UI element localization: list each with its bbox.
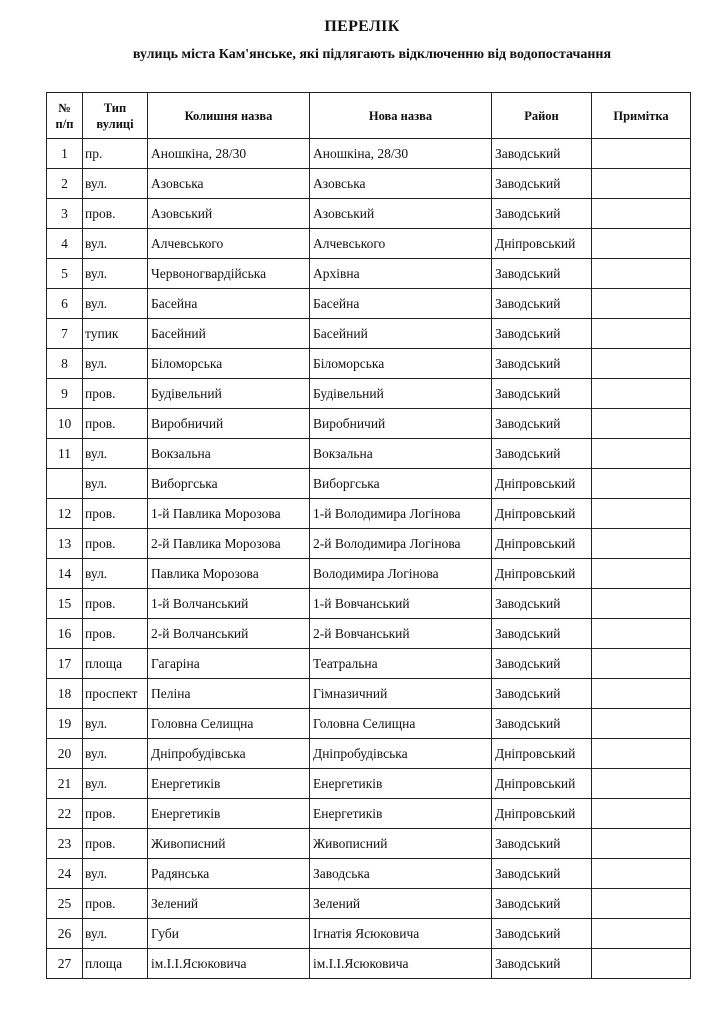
- row-number-cell: 23: [47, 829, 83, 859]
- new-name-cell: Біломорська: [310, 349, 492, 379]
- row-number-cell: 6: [47, 289, 83, 319]
- row-number-cell: 21: [47, 769, 83, 799]
- old-name-cell: 1-й Павлика Морозова: [148, 499, 310, 529]
- old-name-cell: Будівельний: [148, 379, 310, 409]
- street-type-cell: пров.: [83, 409, 148, 439]
- street-type-cell: пров.: [83, 589, 148, 619]
- header-street-type-line2: вулиці: [96, 116, 134, 131]
- row-number-cell: 5: [47, 259, 83, 289]
- note-cell: [592, 889, 691, 919]
- new-name-cell: Театральна: [310, 649, 492, 679]
- street-type-cell: пров.: [83, 199, 148, 229]
- table-row: [47, 649, 691, 679]
- district-cell: Заводський: [492, 679, 592, 709]
- district-cell: Заводський: [492, 319, 592, 349]
- row-number-cell: 10: [47, 409, 83, 439]
- note-cell: [592, 409, 691, 439]
- street-type-cell: пров.: [83, 889, 148, 919]
- note-cell: [592, 199, 691, 229]
- row-number-cell: 26: [47, 919, 83, 949]
- table-row: [47, 559, 691, 589]
- old-name-cell: Алчевського: [148, 229, 310, 259]
- street-type-cell: вул.: [83, 349, 148, 379]
- new-name-cell: 1-й Володимира Логінова: [310, 499, 492, 529]
- note-cell: [592, 169, 691, 199]
- row-number-cell: 9: [47, 379, 83, 409]
- note-cell: [592, 349, 691, 379]
- row-number-cell: 1: [47, 139, 83, 169]
- row-number-cell: 7: [47, 319, 83, 349]
- new-name-cell: Виборгська: [310, 469, 492, 499]
- new-name-cell: Володимира Логінова: [310, 559, 492, 589]
- district-cell: Заводський: [492, 289, 592, 319]
- table-row: [47, 589, 691, 619]
- street-type-cell: вул.: [83, 229, 148, 259]
- district-cell: Дніпровський: [492, 739, 592, 769]
- old-name-cell: Пеліна: [148, 679, 310, 709]
- new-name-cell: 2-й Вовчанський: [310, 619, 492, 649]
- note-cell: [592, 709, 691, 739]
- table-row: [47, 319, 691, 349]
- new-name-cell: 2-й Володимира Логінова: [310, 529, 492, 559]
- new-name-cell: Басейний: [310, 319, 492, 349]
- district-cell: Дніпровський: [492, 559, 592, 589]
- old-name-cell: 2-й Волчанський: [148, 619, 310, 649]
- old-name-cell: Вокзальна: [148, 439, 310, 469]
- old-name-cell: Головна Селищна: [148, 709, 310, 739]
- street-type-cell: вул.: [83, 289, 148, 319]
- note-cell: [592, 259, 691, 289]
- table-row: [47, 499, 691, 529]
- note-cell: [592, 589, 691, 619]
- table-row: [47, 229, 691, 259]
- old-name-cell: 1-й Волчанський: [148, 589, 310, 619]
- new-name-cell: Будівельний: [310, 379, 492, 409]
- note-cell: [592, 439, 691, 469]
- note-cell: [592, 799, 691, 829]
- new-name-cell: Архівна: [310, 259, 492, 289]
- table-row: [47, 139, 691, 169]
- old-name-cell: Азовський: [148, 199, 310, 229]
- table-row: [47, 739, 691, 769]
- table-row: [47, 379, 691, 409]
- new-name-cell: Басейна: [310, 289, 492, 319]
- table-row: [47, 349, 691, 379]
- header-number-line2: п/п: [55, 116, 74, 131]
- row-number-cell: 24: [47, 859, 83, 889]
- header-row: [47, 93, 691, 139]
- old-name-cell: 2-й Павлика Морозова: [148, 529, 310, 559]
- old-name-cell: Павлика Морозова: [148, 559, 310, 589]
- new-name-cell: Зелений: [310, 889, 492, 919]
- district-cell: Заводський: [492, 589, 592, 619]
- header-new-name: Нова назва: [310, 93, 492, 139]
- street-type-cell: вул.: [83, 169, 148, 199]
- row-number-cell: 3: [47, 199, 83, 229]
- row-number-cell: 14: [47, 559, 83, 589]
- old-name-cell: Живописний: [148, 829, 310, 859]
- street-type-cell: вул.: [83, 739, 148, 769]
- table-row: [47, 619, 691, 649]
- note-cell: [592, 229, 691, 259]
- new-name-cell: Дніпробудівська: [310, 739, 492, 769]
- table-row: [47, 169, 691, 199]
- street-type-cell: пров.: [83, 499, 148, 529]
- new-name-cell: Гімназичний: [310, 679, 492, 709]
- old-name-cell: Дніпробудівська: [148, 739, 310, 769]
- table-row: [47, 859, 691, 889]
- new-name-cell: Живописний: [310, 829, 492, 859]
- new-name-cell: Заводська: [310, 859, 492, 889]
- note-cell: [592, 649, 691, 679]
- street-type-cell: вул.: [83, 919, 148, 949]
- table-row: [47, 799, 691, 829]
- note-cell: [592, 499, 691, 529]
- table-row: [47, 679, 691, 709]
- district-cell: Дніпровський: [492, 769, 592, 799]
- header-district: Район: [492, 93, 592, 139]
- table-body: [47, 139, 691, 979]
- row-number-cell: 18: [47, 679, 83, 709]
- street-type-cell: пров.: [83, 529, 148, 559]
- street-type-cell: площа: [83, 649, 148, 679]
- district-cell: Заводський: [492, 829, 592, 859]
- street-type-cell: вул.: [83, 259, 148, 289]
- district-cell: Заводський: [492, 349, 592, 379]
- row-number-cell: 19: [47, 709, 83, 739]
- old-name-cell: Азовська: [148, 169, 310, 199]
- district-cell: Дніпровський: [492, 799, 592, 829]
- row-number-cell: 15: [47, 589, 83, 619]
- new-name-cell: Головна Селищна: [310, 709, 492, 739]
- new-name-cell: 1-й Вовчанський: [310, 589, 492, 619]
- row-number-cell: 2: [47, 169, 83, 199]
- old-name-cell: Енергетиків: [148, 799, 310, 829]
- new-name-cell: Ігнатія Ясюковича: [310, 919, 492, 949]
- district-cell: Заводський: [492, 889, 592, 919]
- table-row: [47, 889, 691, 919]
- row-number-cell: 8: [47, 349, 83, 379]
- new-name-cell: Виробничий: [310, 409, 492, 439]
- note-cell: [592, 919, 691, 949]
- table-row: [47, 709, 691, 739]
- table-header: [47, 93, 691, 139]
- note-cell: [592, 859, 691, 889]
- new-name-cell: Алчевського: [310, 229, 492, 259]
- old-name-cell: Басейний: [148, 319, 310, 349]
- district-cell: Заводський: [492, 649, 592, 679]
- district-cell: Заводський: [492, 169, 592, 199]
- street-type-cell: вул.: [83, 859, 148, 889]
- district-cell: Заводський: [492, 199, 592, 229]
- row-number-cell: 4: [47, 229, 83, 259]
- table-row: [47, 199, 691, 229]
- new-name-cell: Енергетиків: [310, 769, 492, 799]
- table-row: [47, 529, 691, 559]
- new-name-cell: Аношкіна, 28/30: [310, 139, 492, 169]
- street-type-cell: площа: [83, 949, 148, 979]
- row-number-cell: 12: [47, 499, 83, 529]
- street-type-cell: пров.: [83, 379, 148, 409]
- note-cell: [592, 949, 691, 979]
- district-cell: Дніпровський: [492, 529, 592, 559]
- old-name-cell: Виборгська: [148, 469, 310, 499]
- row-number-cell: 13: [47, 529, 83, 559]
- new-name-cell: Енергетиків: [310, 799, 492, 829]
- old-name-cell: Басейна: [148, 289, 310, 319]
- street-type-cell: вул.: [83, 709, 148, 739]
- table-row: [47, 469, 691, 499]
- table-row: [47, 919, 691, 949]
- table-row: [47, 409, 691, 439]
- row-number-cell: 22: [47, 799, 83, 829]
- table-row: [47, 769, 691, 799]
- district-cell: Заводський: [492, 859, 592, 889]
- header-number-line1: №: [58, 100, 71, 115]
- note-cell: [592, 319, 691, 349]
- old-name-cell: Аношкіна, 28/30: [148, 139, 310, 169]
- street-type-cell: вул.: [83, 439, 148, 469]
- district-cell: Заводський: [492, 439, 592, 469]
- header-old-name: Колишня назва: [148, 93, 310, 139]
- table-row: [47, 439, 691, 469]
- note-cell: [592, 379, 691, 409]
- old-name-cell: Біломорська: [148, 349, 310, 379]
- street-type-cell: вул.: [83, 469, 148, 499]
- table-row: [47, 949, 691, 979]
- street-type-cell: тупик: [83, 319, 148, 349]
- street-type-cell: пров.: [83, 619, 148, 649]
- note-cell: [592, 739, 691, 769]
- new-name-cell: Вокзальна: [310, 439, 492, 469]
- new-name-cell: Азовська: [310, 169, 492, 199]
- table-row: [47, 829, 691, 859]
- old-name-cell: Гагаріна: [148, 649, 310, 679]
- district-cell: Заводський: [492, 949, 592, 979]
- note-cell: [592, 619, 691, 649]
- old-name-cell: Зелений: [148, 889, 310, 919]
- district-cell: Дніпровський: [492, 229, 592, 259]
- header-street-type: [83, 93, 148, 139]
- district-cell: Дніпровський: [492, 499, 592, 529]
- old-name-cell: Губи: [148, 919, 310, 949]
- district-cell: Дніпровський: [492, 469, 592, 499]
- street-type-cell: пр.: [83, 139, 148, 169]
- old-name-cell: Енергетиків: [148, 769, 310, 799]
- district-cell: Заводський: [492, 709, 592, 739]
- row-number-cell: 25: [47, 889, 83, 919]
- note-cell: [592, 679, 691, 709]
- document-title: ПЕРЕЛІК: [324, 18, 400, 35]
- district-cell: Заводський: [492, 379, 592, 409]
- header-number: [47, 93, 83, 139]
- note-cell: [592, 769, 691, 799]
- old-name-cell: Червоногвардійська: [148, 259, 310, 289]
- old-name-cell: Виробничий: [148, 409, 310, 439]
- old-name-cell: Радянська: [148, 859, 310, 889]
- district-cell: Заводський: [492, 259, 592, 289]
- table-row: [47, 259, 691, 289]
- row-number-cell: [47, 469, 83, 499]
- district-cell: Заводський: [492, 619, 592, 649]
- district-cell: Заводський: [492, 409, 592, 439]
- old-name-cell: ім.І.І.Ясюковича: [148, 949, 310, 979]
- note-cell: [592, 289, 691, 319]
- new-name-cell: Азовський: [310, 199, 492, 229]
- note-cell: [592, 829, 691, 859]
- new-name-cell: ім.І.І.Ясюковича: [310, 949, 492, 979]
- document-subtitle: вулиць міста Кам'янське, які підлягають відключенню від водопостачання: [132, 47, 612, 62]
- district-cell: Заводський: [492, 919, 592, 949]
- street-type-cell: вул.: [83, 559, 148, 589]
- note-cell: [592, 469, 691, 499]
- street-type-cell: проспект: [83, 679, 148, 709]
- note-cell: [592, 529, 691, 559]
- district-cell: Заводський: [492, 139, 592, 169]
- row-number-cell: 16: [47, 619, 83, 649]
- table-row: [47, 289, 691, 319]
- street-type-cell: пров.: [83, 829, 148, 859]
- note-cell: [592, 559, 691, 589]
- row-number-cell: 20: [47, 739, 83, 769]
- note-cell: [592, 139, 691, 169]
- street-type-cell: пров.: [83, 799, 148, 829]
- row-number-cell: 17: [47, 649, 83, 679]
- street-type-cell: вул.: [83, 769, 148, 799]
- streets-table: [46, 92, 691, 979]
- row-number-cell: 11: [47, 439, 83, 469]
- header-note: Примітка: [592, 93, 691, 139]
- row-number-cell: 27: [47, 949, 83, 979]
- header-street-type-line1: Тип: [103, 100, 127, 115]
